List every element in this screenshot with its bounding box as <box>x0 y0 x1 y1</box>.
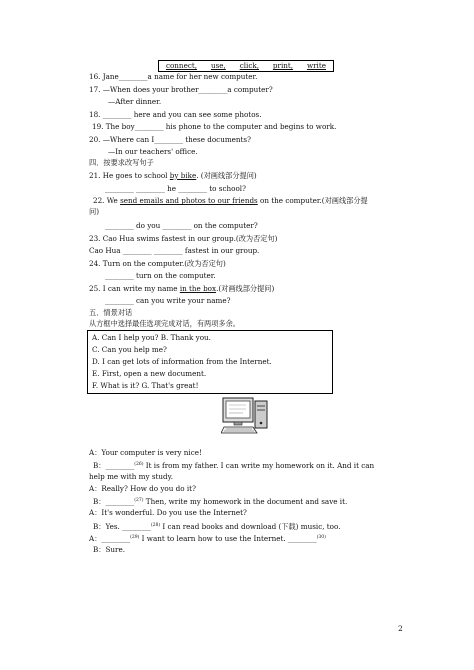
dialogue-line-5: B：________$^{(27)}$ Then, write my homework in the document and save it. <box>93 497 348 506</box>
word-option: click, <box>239 61 259 70</box>
question-20-answer: —In our teachers' office. <box>108 147 198 156</box>
option-line: F. What is it? G. That's great! <box>92 381 199 390</box>
word-option: use, <box>210 61 226 70</box>
section-4-heading: 四．按要求改写句子 <box>89 158 154 167</box>
blank-number: (30) <box>316 535 326 540</box>
question-16: 16. Jane________a name for her new computer. <box>89 72 258 81</box>
question-22: 22. We send emails and photos to our friends on the computer.(对画线部分提 <box>93 196 368 205</box>
question-24: 24. Turn on the computer.(改为否定句) <box>89 259 226 268</box>
word-option: connect, <box>165 61 198 70</box>
question-24-blank: ________ turn on the computer. <box>105 271 216 280</box>
dialogue-line-7: B：Yes. ________$^{(28)}$ I can read books and download (下载) music, too. <box>93 522 341 531</box>
word-option: print, <box>272 61 294 70</box>
underlined-phrase: by bike <box>169 171 197 180</box>
question-19: 19. The boy________ his phone to the computer and begins to work. <box>92 122 337 131</box>
question-22-blank: ________ do you ________ on the computer? <box>105 221 258 230</box>
word-box <box>158 60 334 72</box>
dialogue-line-2: B：________$^{(26)}$ It is from my father. I can write my homework on it. And it can <box>93 461 375 470</box>
instructions: 从方框中选择最佳选项完成对话，有两项多余。 <box>89 319 240 328</box>
question-25-blank: ________ can you write your name? <box>105 296 231 305</box>
question-21: 21. He goes to school by bike. (对画线部分提问) <box>89 171 257 180</box>
dialogue-line-1: A：Your computer is very nice! <box>89 448 202 457</box>
question-22-cont: 问) <box>89 207 99 216</box>
question-23: 23. Cao Hua swims fastest in our group.(改为否定句) <box>89 234 278 243</box>
blank-number: (29) <box>130 535 140 540</box>
dialogue-line-9: B：Sure. <box>93 545 125 554</box>
underlined-phrase: in the box <box>179 284 217 293</box>
dialogue-line-4: A：Really? How do you do it? <box>89 484 196 493</box>
blank-number: (27) <box>134 498 144 503</box>
computer-illustration <box>221 397 269 435</box>
question-17-answer: —After dinner. <box>108 97 162 106</box>
question-18: 18. ________ here and you can see some photos. <box>89 110 262 119</box>
options-box <box>87 330 333 394</box>
word-option: write <box>306 61 326 70</box>
dialogue-line-6: A：It's wonderful. Do you use the Internet? <box>89 508 247 517</box>
option-line: E. First, open a new document. <box>92 369 207 378</box>
option-line: C. Can you help me? <box>92 345 167 354</box>
option-line: A. Can I help you? B. Thank you. <box>92 333 211 342</box>
question-17: 17. —When does your brother________a computer? <box>89 85 273 94</box>
question-20: 20. —Where can I________ these documents? <box>89 135 251 144</box>
page-number: 2 <box>398 624 403 633</box>
underlined-phrase: send emails and photos to our friends <box>120 196 258 205</box>
blank-number: (26) <box>134 462 144 467</box>
option-line: D. I can get lots of information from the Internet. <box>92 357 272 366</box>
question-25: 25. I can write my name in the box.(对画线部分提问) <box>89 284 275 293</box>
question-21-blank: ________ ________ he ________ to school? <box>105 184 246 193</box>
dialogue-line-8: A：________$^{(29)}$ I want to learn how to use the Internet. ________$^{(30)}$ <box>89 534 326 543</box>
question-23-blank: Cao Hua ________ ________ fastest in our group. <box>89 246 260 255</box>
blank-number: (28) <box>150 523 161 528</box>
section-5-heading: 五．情景对话 <box>89 308 133 317</box>
dialogue-line-3: help me with my study. <box>89 472 174 481</box>
